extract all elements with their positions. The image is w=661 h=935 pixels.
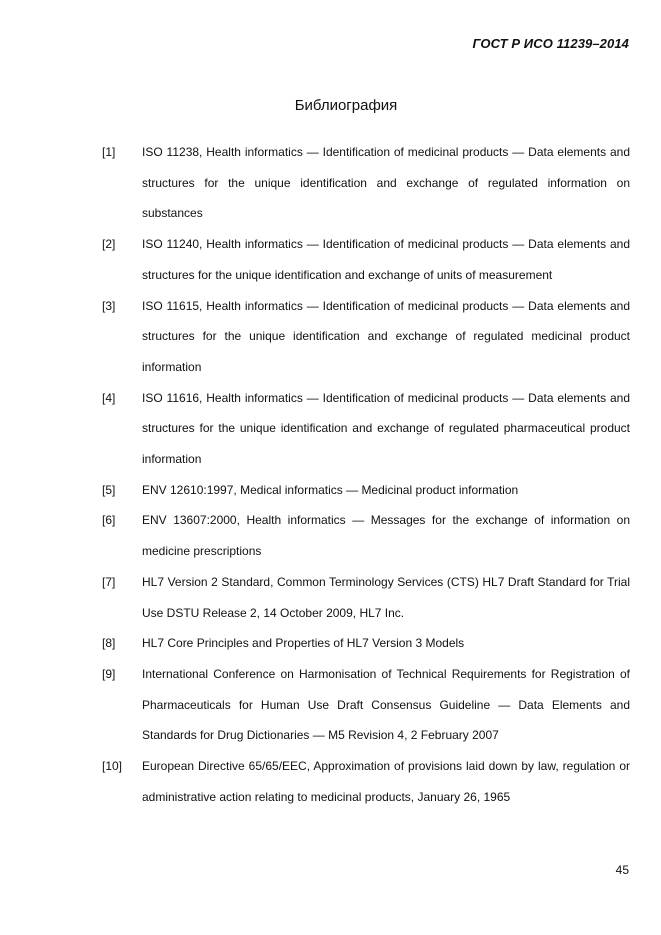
reference-text: ISO 11615, Health informatics — Identification of medicinal products — Data elements and structures for the unique identification and exchange of regulated medicinal product information	[142, 298, 630, 374]
reference-item	[102, 229, 630, 290]
reference-item	[102, 751, 630, 812]
reference-number: [8]	[102, 636, 116, 651]
reference-text: HL7 Version 2 Standard, Common Terminology Services (CTS) HL7 Draft Standard for Trial Use DSTU Release 2, 14 October 2009, HL7 Inc.	[142, 574, 630, 620]
reference-number: [9]	[102, 666, 116, 681]
reference-number: [6]	[102, 513, 116, 528]
reference-item	[102, 137, 630, 229]
reference-number: [3]	[102, 298, 116, 313]
reference-number: [7]	[102, 574, 116, 589]
reference-text: ENV 12610:1997, Medical informatics — Medicinal product information	[142, 482, 519, 497]
reference-item	[102, 505, 630, 566]
reference-text: European Directive 65/65/EEC, Approximation of provisions laid down by law, regulation or administrative action relating to medicinal products, January 26, 1965	[142, 759, 630, 804]
reference-number: [1]	[102, 145, 116, 159]
reference-item	[102, 659, 630, 751]
reference-number: [10]	[102, 759, 123, 774]
reference-item	[102, 567, 630, 628]
reference-text: ENV 13607:2000, Health informatics — Messages for the exchange of information on medicine prescriptions	[142, 513, 630, 559]
page-title: Библиография	[294, 97, 398, 114]
bibliography-list	[102, 137, 630, 812]
reference-item	[102, 383, 630, 475]
reference-item	[102, 291, 630, 383]
reference-number: [4]	[102, 390, 116, 405]
reference-number: [5]	[102, 482, 116, 497]
reference-text: ISO 11238, Health informatics — Identification of medicinal products — Data elements and structures for the unique identification and exchange of regulated information on substances	[142, 145, 630, 221]
reference-text: HL7 Core Principles and Properties of HL7 Version 3 Models	[142, 636, 465, 651]
document-header-code: ГОСТ Р ИСО 11239–2014	[472, 36, 629, 51]
reference-item	[102, 628, 630, 659]
page-number: 45	[615, 863, 629, 877]
reference-item	[102, 475, 630, 506]
reference-number: [2]	[102, 237, 116, 252]
reference-text: ISO 11616, Health informatics — Identification of medicinal products — Data elements and structures for the unique identification and exchange of regulated pharmaceutical product information	[142, 390, 630, 467]
reference-text: ISO 11240, Health informatics — Identification of medicinal products — Data elements and structures for the unique identification and exchange of units of measurement	[142, 237, 630, 282]
reference-text: International Conference on Harmonisation of Technical Requirements for Registration of Pharmaceuticals for Human Use Draft Consensus Guideline — Data Elements and Standards for Drug Dictionaries — M5 Revision 4, 2 February 2007	[142, 666, 630, 743]
